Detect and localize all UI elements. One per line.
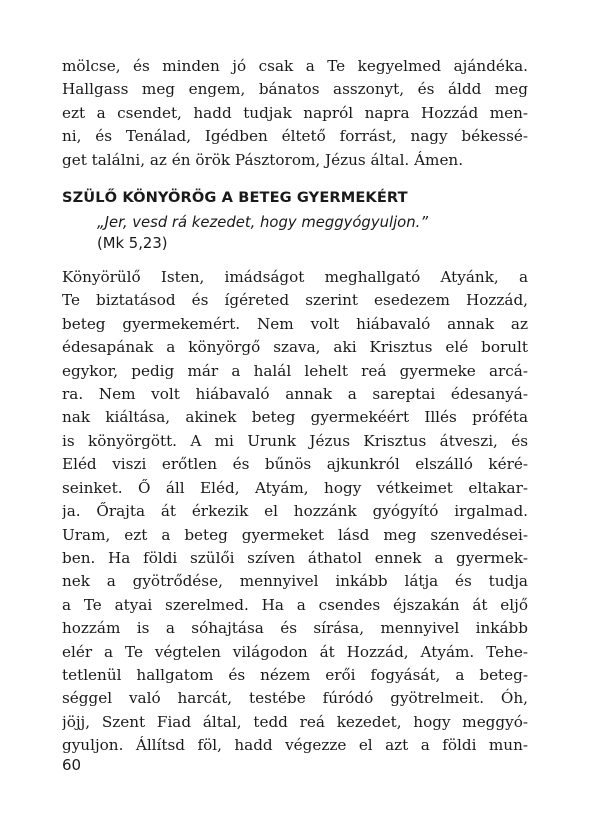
text-line: beteg gyermekemért. Nem volt hiábavaló annak az xyxy=(62,314,528,333)
text-line: ni, és Tenálad, Igédben éltető forrást, nagy békessé- xyxy=(62,127,528,146)
text-line: gyuljon. Állítsd föl, hadd végezze el azt a földi mun- xyxy=(62,736,528,755)
text-line: Könyörülő Isten, imádságot meghallgató Atyánk, a xyxy=(62,268,528,287)
text-line: nak kiáltása, akinek beteg gyermekéért Illés próféta xyxy=(62,408,528,427)
text-line: hozzám is a sóhajtása és sírása, mennyivel inkább xyxy=(62,619,528,638)
text-line: Hallgass meg engem, bánatos asszonyt, és áldd meg xyxy=(62,80,528,99)
text-line: ezt a csendet, hadd tudjak napról napra Hozzád men- xyxy=(62,103,528,122)
page-content xyxy=(62,55,528,758)
text-line: séggel való harcát, testébe fúródó gyötrelmeit. Óh, xyxy=(62,689,528,708)
section-heading: SZÜLŐ KÖNYÖRÖG A BETEG GYERMEKÉRT xyxy=(62,189,408,207)
text-line: Te biztatásod és ígéreted szerint esedezem Hozzád, xyxy=(62,291,528,310)
text-line: Uram, ezt a beteg gyermeket lásd meg szenvedései- xyxy=(62,525,528,544)
quote-reference: (Mk 5,23) xyxy=(97,235,168,253)
text-line: Eléd viszi erőtlen és bűnös ajkunkról elszálló kéré- xyxy=(62,455,528,474)
scripture-quote xyxy=(97,212,528,254)
text-line: a Te atyai szerelmed. Ha a csendes éjszakán át eljő xyxy=(62,595,528,614)
intro-paragraph xyxy=(62,55,528,172)
text-line: is könyörgött. A mi Urunk Jézus Krisztus átveszi, és xyxy=(62,431,528,450)
text-line: seinket. Ő áll Eléd, Atyám, hogy vétkeimet eltakar- xyxy=(62,478,528,497)
body-paragraph xyxy=(62,266,528,758)
quote-text: „Jer, vesd rá kezedet, hogy meggyógyuljon.” xyxy=(97,214,428,232)
text-line: tetlenül hallgatom és nézem erői fogyását, a beteg- xyxy=(62,665,528,684)
text-line: egykor, pedig már a halál lehelt reá gyermeke arcá- xyxy=(62,361,528,380)
text-line: nek a gyötrődése, mennyivel inkább látja és tudja xyxy=(62,572,528,591)
page-number: 60 xyxy=(62,756,82,774)
text-line: get találni, az én örök Pásztorom, Jézus által. Ámen. xyxy=(62,150,464,169)
text-line: ben. Ha földi szülői szíven áthatol ennek a gyermek- xyxy=(62,548,528,567)
text-line: édesapának a könyörgő szava, aki Krisztus elé borult xyxy=(62,338,528,357)
text-line: ja. Őrajta át érkezik el hozzánk gyógyító irgalmad. xyxy=(62,502,528,521)
text-line: elér a Te végtelen világodon át Hozzád, Atyám. Tehe- xyxy=(62,642,528,661)
text-line: jöjj, Szent Fiad által, tedd reá kezedet, hogy meggyó- xyxy=(62,712,528,731)
text-line: mölcse, és minden jó csak a Te kegyelmed ajándéka. xyxy=(62,57,528,75)
text-line: ra. Nem volt hiábavaló annak a sareptai édesanyá- xyxy=(62,385,528,404)
